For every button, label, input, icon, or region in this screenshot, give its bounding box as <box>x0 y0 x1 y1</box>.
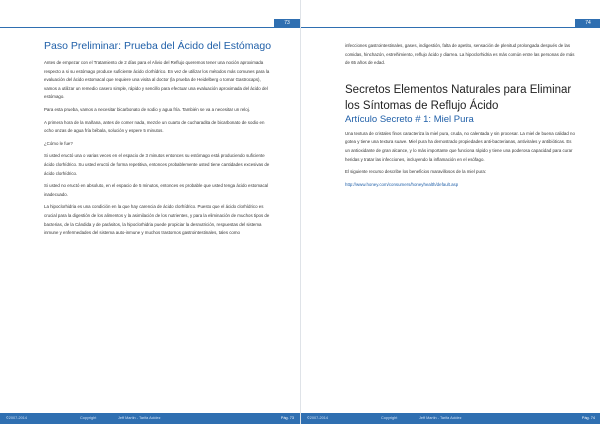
footer-author: Jeff Martin - Tarifa Acidez <box>118 416 161 420</box>
paragraph: Para esta prueba, vamos a necesitar bicarbonato de sodio y agua fría. También se va a necesitar un reloj. <box>44 106 250 112</box>
paragraph: infecciones gastrointestinales, gases, indigestión, falta de apetito, sensación de plenitud prolongada después de las comidas, hinchazón, estreñimiento, reflujo ácido y diarrea. La hipoclorhidria es más común entre las personas de más de 65 años de edad. <box>345 43 575 66</box>
page-number-tab: 74 <box>575 19 600 28</box>
header-rule <box>0 27 300 28</box>
paragraph: El siguiente recurso describe los beneficios maravillosos de la miel pura: <box>345 169 487 175</box>
page-number-tab: 73 <box>274 19 300 28</box>
right-page-content <box>345 42 575 193</box>
right-page <box>300 0 600 424</box>
footer-copyright: ©2007-2014 <box>6 416 27 420</box>
paragraph: A primera hora de la mañana, antes de comer nada, mezcle un cuarto de cucharadita de bicarbonato de sodio en ocho onzas de agua fría bébala, solución y espere 5 minutos. <box>44 119 265 134</box>
footer-page: Pág. 73 <box>280 416 294 420</box>
paragraph: Antes de empezar con el Tratamiento de 2 días para el Alivio del Reflujo queremos tener una noción aproximada respecto a si su estómago produce suficiente ácido clorhídrico. En vez de utilizar los métodos más comunes para la evaluación del ácido estomacal que requiere una visita al doctor (la prueba de Heidelberg o tomar Gastrocaps), vamos a utilizar un remedio casero simple, rápido y sencillo para efectuar una evaluación aproximada del ácido del estómago. <box>44 60 270 100</box>
footer-copyright: ©2007-2014 <box>307 416 328 420</box>
paragraph: Si usted no eructó en absoluto, en el espacio de 5 minutos, entonces es probable que usted tenga ácido estomacal inadecuado. <box>44 183 269 197</box>
paragraph: Una textura de cristales finos caracteriza la miel pura, cruda, no calentada y sin procesar. La miel de buena calidad no gotea y tiene una textura suave. Miel pura ha demostrado propiedades anti-bacterianas, antivirales y antibióticas. Es un antioxidante de gran alcance, y lo más importante que funciona rápido y tiene una poderosa capacidad para curar heridas y tratar las infecciones, incluyendo la inflamación en el esófago. <box>345 130 575 162</box>
paragraph: La hipoclorhidria es una condición en la que hay carencia de ácido clorhídrico. Puesto que el ácido clorhídrico es crucial para la digestión de los alimentos y la asimilación de los nutrientes, y para la eliminación de muchos tipos de bacterias, de la Cándida y de parásitos, la hipoclorhidria puede propiciar la desnutrición, respuestas del sistema inmune y enfermedades del sistema auto-inmune y muchos trastornos gastrointestinales, tales como <box>44 204 270 236</box>
page-footer <box>301 413 600 424</box>
chapter-title: Paso Preliminar: Prueba del Ácido del Estómago <box>44 40 272 52</box>
article-subtitle: Artículo Secreto # 1: Miel Pura <box>345 113 474 125</box>
left-page-content <box>44 40 274 242</box>
footer-author: Jeff Martin - Tarifa Acidez <box>419 416 462 420</box>
footer-label: Copyright <box>381 416 398 420</box>
footer-page: Pág. 74 <box>581 416 595 420</box>
resource-link[interactable]: http://www.honey.com/consumers/honeyhealth/default.asp <box>345 181 459 187</box>
footer-label: Copyright <box>80 416 97 420</box>
paragraph: ¿Cómo le fue? <box>44 140 73 146</box>
section-title: Secretos Elementos Naturales para Eliminar los Síntomas de Reflujo Ácido <box>345 83 572 112</box>
paragraph: Si usted eructó una o varias veces en el espacio de 3 minutos entonces su estómago está produciendo suficiente ácido clorhídrico. Su usted eructó de forma repetitiva, entonces probablemente usted tiene cantidades excesivas de ácido clorhídrico. <box>44 153 270 176</box>
header-rule <box>301 27 600 28</box>
page-footer <box>0 413 300 424</box>
